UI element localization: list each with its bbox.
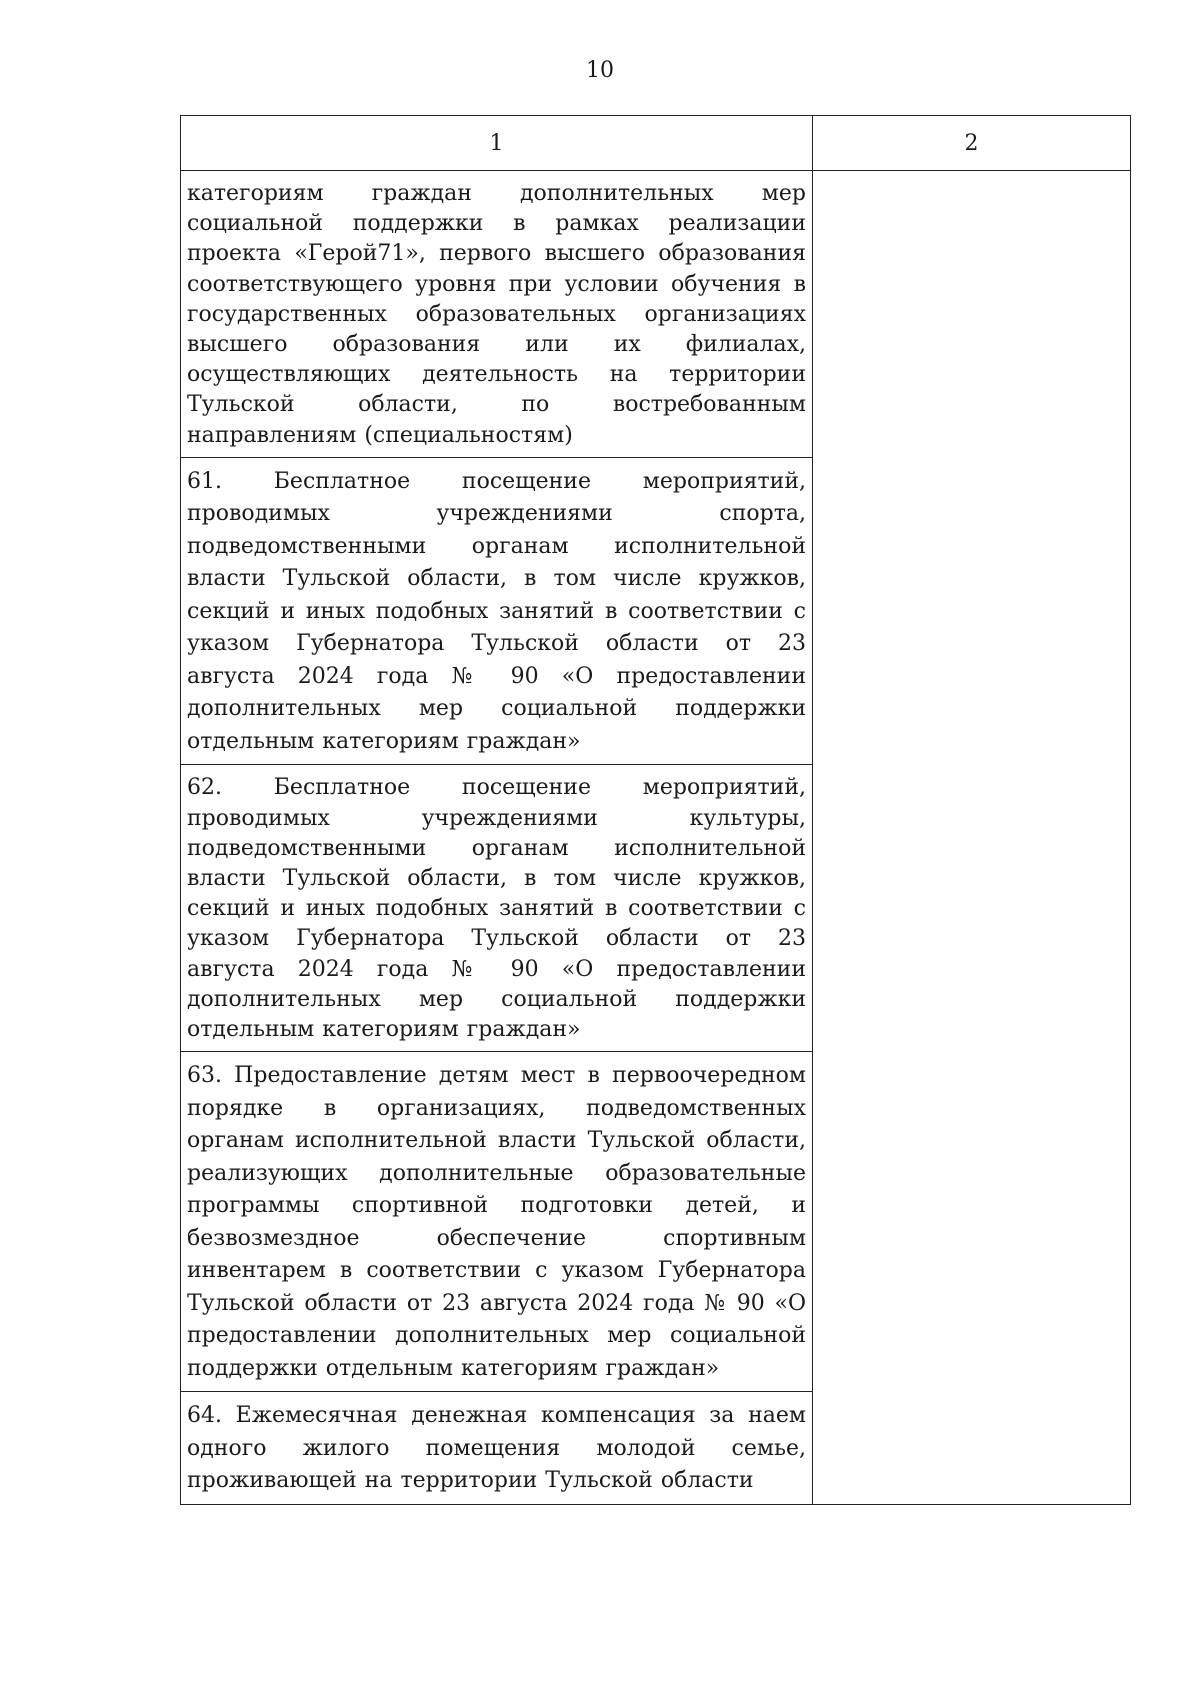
table-cell-text (181, 1392, 813, 1505)
measures-table (180, 115, 1131, 1505)
row-continuation-text: категориям граждан дополнительных мер социальной поддержки в рамках реализации проекта «Герой71», первого высшего образования соответствующего уровня при условии обучения в государственных образовательных организациях высшего образования или их филиалах, осуществляющих деятельность на территории Тульской области, по востребованным направлениям (специальностям) (187, 181, 806, 448)
table-cell-text (181, 171, 813, 458)
table-cell-text (181, 457, 813, 765)
table-row (181, 171, 1131, 458)
column-header-2: 2 (813, 116, 1131, 171)
table-cell-text (181, 765, 813, 1052)
table-header-row (181, 116, 1131, 171)
table-cell-column-2 (813, 171, 1131, 1505)
row-63-text: 63. Предоставление детям мест в первоочередном порядке в организациях, подведомственных органам исполнительной власти Тульской области, реализующих дополнительные образовательные программы спортивной подготовки детей, и безвозмездное обеспечение спортивным инвентарем в соответствии с указом Губернатора Тульской области от 23 августа 2024 года № 90 «О предоставлении дополнительных мер социальной поддержки отдельным категориям граждан» (187, 1063, 806, 1381)
column-header-1: 1 (181, 116, 813, 171)
page-number: 10 (586, 58, 614, 83)
row-62-text: 62. Бесплатное посещение мероприятий, проводимых учреждениями культуры, подведомственными органам исполнительной власти Тульской области, в том числе кружков, секций и иных подобных занятий в соответствии с указом Губернатора Тульской области от 23 августа 2024 года № 90 «О предоставлении дополнительных мер социальной поддержки отдельным категориям граждан» (187, 775, 806, 1042)
row-64-text: 64. Ежемесячная денежная компенсация за наем одного жилого помещения молодой семье, проживающей на территории Тульской области (187, 1403, 806, 1494)
row-61-text: 61. Бесплатное посещение мероприятий, проводимых учреждениями спорта, подведомственными органам исполнительной власти Тульской области, в том числе кружков, секций и иных подобных занятий в соответствии с указом Губернатора Тульской области от 23 августа 2024 года № 90 «О предоставлении дополнительных мер социальной поддержки отдельным категориям граждан» (187, 468, 806, 754)
table-cell-text (181, 1052, 813, 1392)
